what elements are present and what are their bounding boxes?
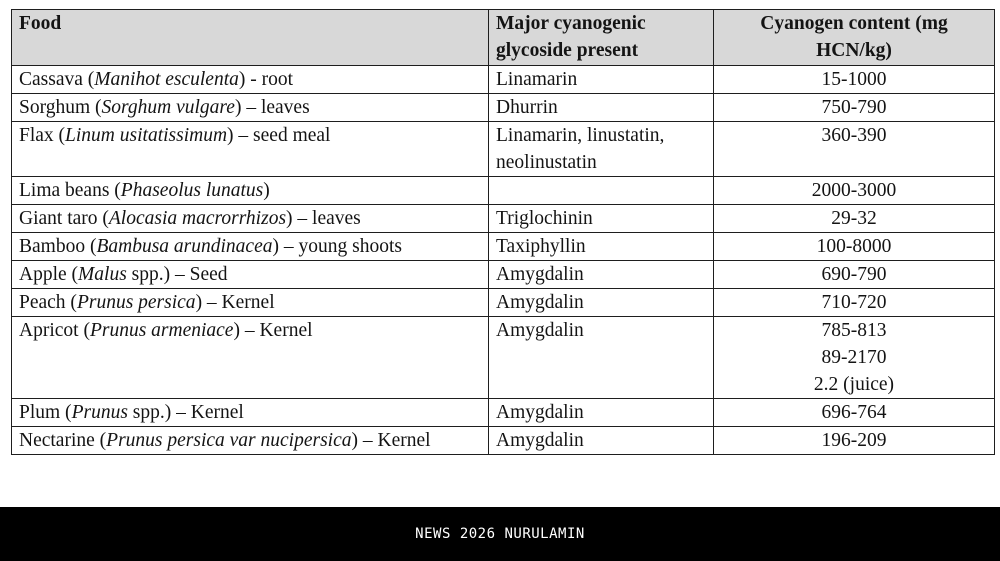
food-prefix: Giant taro ( xyxy=(19,208,109,229)
table-row xyxy=(12,427,995,455)
content-cell xyxy=(714,427,995,455)
glycoside-line: Amygdalin xyxy=(496,430,584,451)
food-cell xyxy=(12,94,489,122)
food-suffix: spp.) – Kernel xyxy=(127,402,244,423)
table-row xyxy=(12,233,995,261)
food-latin: Prunus persica xyxy=(76,292,196,313)
food-prefix: Lima beans ( xyxy=(19,180,121,201)
food-latin: Prunus xyxy=(71,402,128,423)
food-cell xyxy=(12,427,489,455)
food-cell xyxy=(12,205,489,233)
food-suffix: ) – young shoots xyxy=(272,236,402,257)
food-cell xyxy=(12,177,489,205)
table-body xyxy=(12,66,995,455)
food-prefix: Apple ( xyxy=(19,264,79,285)
table-row xyxy=(12,261,995,289)
table-row xyxy=(12,289,995,317)
food-cell xyxy=(12,317,489,399)
content-value: 360-390 xyxy=(821,125,887,146)
food-latin: Sorghum vulgare xyxy=(101,97,235,118)
content-value: 2.2 (juice) xyxy=(813,374,895,395)
cyanogen-table xyxy=(11,9,995,455)
glycoside-cell xyxy=(489,233,714,261)
food-suffix: ) – leaves xyxy=(286,208,361,229)
table-row xyxy=(12,177,995,205)
food-latin: Alocasia macrorrhizos xyxy=(108,208,287,229)
food-suffix: ) – Kernel xyxy=(233,320,313,341)
food-prefix: Nectarine ( xyxy=(19,430,107,451)
glycoside-line: Taxiphyllin xyxy=(496,236,586,257)
content-cell xyxy=(714,122,995,177)
content-cell xyxy=(714,205,995,233)
table-header xyxy=(12,10,995,66)
header-content-line-1: Cyanogen content xyxy=(760,13,911,34)
glycoside-cell xyxy=(489,399,714,427)
glycoside-line: Amygdalin xyxy=(496,292,584,313)
table-row xyxy=(12,66,995,94)
content-cell xyxy=(714,261,995,289)
food-latin: Phaseolus lunatus xyxy=(120,180,264,201)
content-cell xyxy=(714,399,995,427)
header-row xyxy=(12,10,995,66)
content-value: 785-813 xyxy=(821,320,887,341)
content-value: 696-764 xyxy=(821,402,887,423)
food-suffix: ) – Kernel xyxy=(351,430,431,451)
content-value: 89-2170 xyxy=(821,347,887,368)
header-food: Food xyxy=(12,10,489,66)
header-content xyxy=(714,10,995,66)
content-cell xyxy=(714,94,995,122)
glycoside-cell xyxy=(489,289,714,317)
food-prefix: Peach ( xyxy=(19,292,77,313)
content-value: 29-32 xyxy=(831,208,877,229)
header-content-line-2: (mg HCN/kg) xyxy=(816,13,948,61)
food-latin: Linum usitatissimum xyxy=(65,125,228,146)
table-row xyxy=(12,205,995,233)
glycoside-line: Amygdalin xyxy=(496,320,584,341)
food-suffix: ) xyxy=(263,180,270,201)
glycoside-line: Amygdalin xyxy=(496,264,584,285)
food-latin: Prunus armeniace xyxy=(89,320,234,341)
header-glycoside-line-2: glycoside present xyxy=(496,40,639,61)
content-cell xyxy=(714,177,995,205)
glycoside-cell xyxy=(489,122,714,177)
content-cell xyxy=(714,289,995,317)
food-latin: Malus xyxy=(78,264,127,285)
content-value: 100-8000 xyxy=(816,236,892,257)
content-value: 710-720 xyxy=(821,292,887,313)
glycoside-cell xyxy=(489,177,714,205)
food-prefix: Sorghum ( xyxy=(19,97,102,118)
glycoside-cell xyxy=(489,317,714,399)
glycoside-line: Amygdalin xyxy=(496,402,584,423)
food-cell xyxy=(12,66,489,94)
glycoside-cell xyxy=(489,427,714,455)
content-cell xyxy=(714,317,995,399)
food-suffix: ) - root xyxy=(238,69,294,90)
content-value: 750-790 xyxy=(821,97,887,118)
food-prefix: Cassava ( xyxy=(19,69,95,90)
food-cell xyxy=(12,233,489,261)
food-latin: Prunus persica var nucipersica xyxy=(106,430,352,451)
content-value: 15-1000 xyxy=(821,69,887,90)
table-row xyxy=(12,122,995,177)
glycoside-line: Linamarin xyxy=(496,69,578,90)
table-row xyxy=(12,317,995,399)
food-prefix: Plum ( xyxy=(19,402,72,423)
footer-caption: NEWS 2026 NURULAMIN xyxy=(415,526,585,542)
content-cell xyxy=(714,233,995,261)
food-latin: Bambusa arundinacea xyxy=(96,236,273,257)
glycoside-line: Dhurrin xyxy=(496,97,558,118)
food-prefix: Flax ( xyxy=(19,125,66,146)
content-value: 2000-3000 xyxy=(811,180,897,201)
table-row xyxy=(12,94,995,122)
glycoside-line: neolinustatin xyxy=(496,152,597,173)
glycoside-cell xyxy=(489,261,714,289)
food-suffix: ) – leaves xyxy=(234,97,310,118)
content-value: 196-209 xyxy=(821,430,887,451)
food-suffix: ) – Kernel xyxy=(195,292,275,313)
glycoside-line: Linamarin, linustatin, xyxy=(496,125,665,146)
food-cell xyxy=(12,289,489,317)
food-suffix: ) – seed meal xyxy=(227,125,331,146)
food-prefix: Apricot ( xyxy=(19,320,90,341)
glycoside-cell xyxy=(489,205,714,233)
header-glycoside xyxy=(489,10,714,66)
table-row xyxy=(12,399,995,427)
footer-bar xyxy=(0,507,1000,561)
food-cell xyxy=(12,122,489,177)
content-value: 690-790 xyxy=(821,264,887,285)
food-prefix: Bamboo ( xyxy=(19,236,97,257)
glycoside-cell xyxy=(489,94,714,122)
content-cell xyxy=(714,66,995,94)
glycoside-line: Triglochinin xyxy=(496,208,593,229)
glycoside-cell xyxy=(489,66,714,94)
food-cell xyxy=(12,399,489,427)
food-cell xyxy=(12,261,489,289)
food-suffix: spp.) – Seed xyxy=(126,264,228,285)
food-latin: Manihot esculenta xyxy=(94,69,239,90)
header-glycoside-line-1: Major cyanogenic xyxy=(496,13,646,34)
